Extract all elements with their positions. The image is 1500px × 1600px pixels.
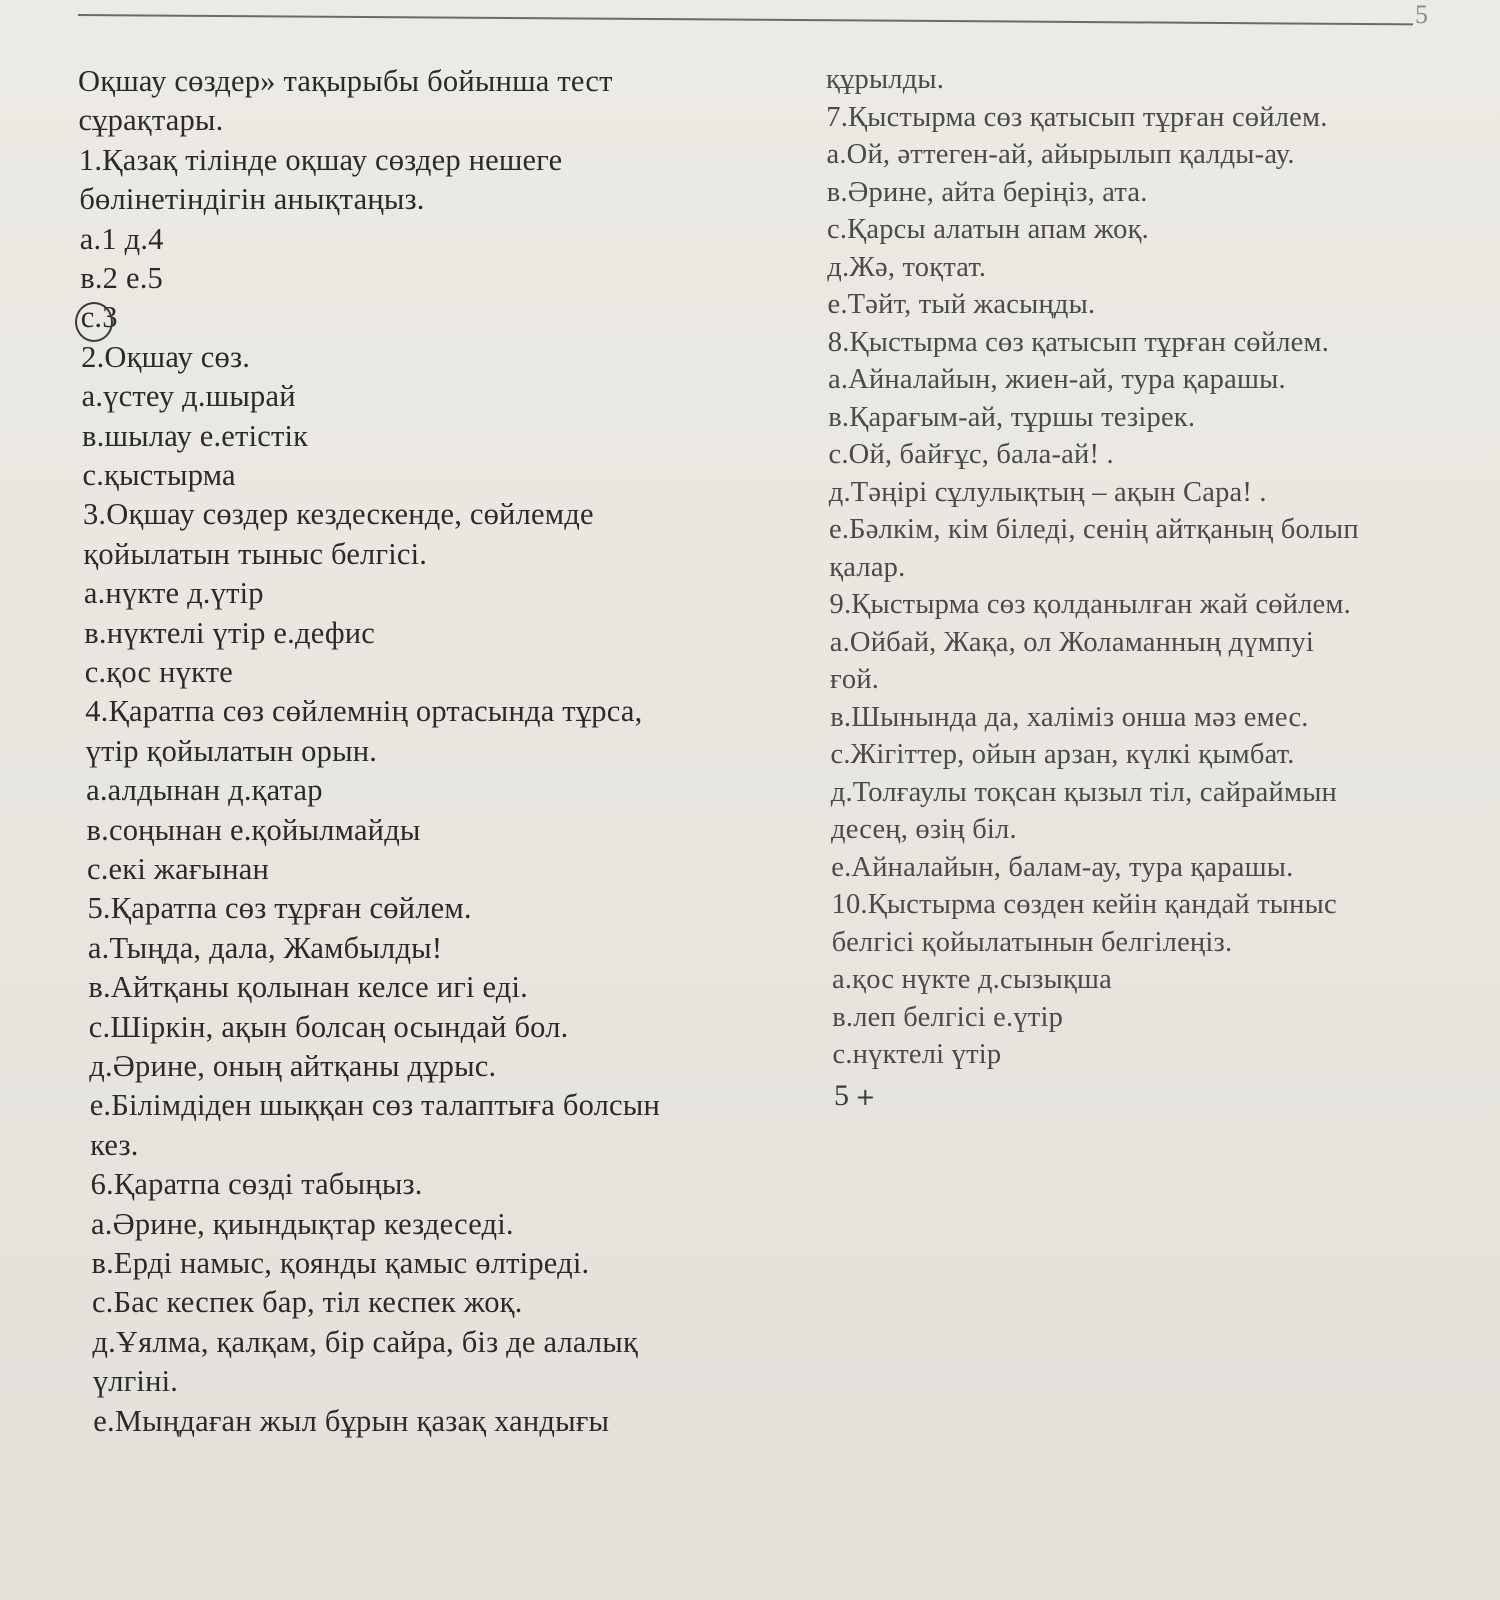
- left-text-line: с.Шіркін, ақын болсаң осындай бол.: [88, 1009, 569, 1044]
- left-text-line: в.нүктелі үтір е.дефис: [84, 615, 376, 650]
- right-text-line: с.нүктелі үтір: [832, 1039, 1002, 1070]
- right-text-line: 7.Қыстырма сөз қатысып тұрған сөйлем.: [826, 101, 1328, 133]
- left-text-line: Оқшау сөздер» тақырыбы бойынша тест: [78, 64, 613, 98]
- left-text-line: с.Бас кеспек бар, тіл кеспек жоқ.: [91, 1285, 523, 1320]
- plus-mark-icon: +: [855, 1082, 876, 1111]
- right-text-line: а.қос нүкте д.сызықша: [832, 964, 1113, 995]
- right-text-line: в.Шынында да, халіміз онша мәз емес.: [830, 701, 1309, 733]
- right-text-line: а.Ойбай, Жақа, ол Жоламанның дүмпуі: [829, 626, 1315, 658]
- left-text-line: қойылатын тыныс белгісі.: [83, 536, 428, 571]
- right-text-line: белгісі қойылатынын белгілеңіз.: [831, 926, 1233, 958]
- left-text-line: д.Әрине, оның айтқаны дұрыс.: [89, 1049, 497, 1083]
- left-text-line: а.1 д.4: [79, 221, 164, 256]
- left-text-line: 3.Оқшау сөздер кездескенде, сөйлемде: [82, 497, 594, 532]
- left-text-line: үлгіні.: [92, 1364, 179, 1399]
- left-text-line: 5.Қаратпа сөз тұрған сөйлем.: [87, 891, 472, 926]
- left-text-line: в.Ерді намыс, қоянды қамыс өлтіреді.: [91, 1246, 590, 1280]
- right-text-line: а.Ой, әттеген-ай, айырылып қалды-ау.: [826, 139, 1295, 170]
- left-text-line: а.алдынан д.қатар: [86, 773, 323, 808]
- left-text-line: е.Мыңдаған жыл бұрын қазақ хандығы: [93, 1403, 610, 1438]
- left-text-line: 2.Оқшау сөз.: [81, 339, 251, 374]
- left-text-line: 1.Қазақ тілінде оқшау сөздер нешеге: [78, 142, 563, 177]
- right-text-line: е.Бәлкім, кім біледі, сенің айтқаның болып: [829, 514, 1359, 545]
- right-text-line: ғой.: [830, 664, 880, 695]
- left-text-line: [81, 300, 118, 335]
- left-text-line: а.Тыңда, дала, Жамбылды!: [87, 930, 443, 965]
- right-text-line: 9.Қыстырма сөз қолданылған жай сөйлем.: [829, 589, 1351, 620]
- right-text-line: д.Толғаулы тоқсан қызыл тіл, сайраймын: [830, 776, 1338, 808]
- right-text-line: в.Қарағым-ай, тұршы тезірек.: [828, 401, 1196, 433]
- right-text-line: с.Жігіттер, ойын арзан, күлкі қымбат.: [830, 739, 1295, 770]
- left-text-line: 4.Қаратпа сөз сөйлемнің ортасында тұрса,: [85, 694, 643, 729]
- left-text-line: д.Ұялма, қалқам, бір сайра, біз де алалық: [92, 1324, 639, 1359]
- right-text-line: а.Айналайын, жиен-ай, тура қарашы.: [828, 364, 1286, 395]
- left-text-line: а.нүкте д.үтір: [83, 576, 264, 611]
- left-text-line: в.шылау е.етістік: [82, 418, 309, 453]
- page-number: 5: [1415, 0, 1428, 29]
- left-text-line: кез.: [90, 1127, 139, 1162]
- right-text-line: қалар.: [829, 551, 906, 583]
- left-text-line: 6.Қаратпа сөзді табыңыз.: [90, 1167, 423, 1202]
- right-text-line: е.Тәйт, тый жасыңды.: [827, 289, 1096, 320]
- right-text-line: д.Тәңірі сұлулықтың – ақын Сара! .: [828, 476, 1267, 508]
- left-text-line: в.соңынан е.қойылмайды: [86, 812, 421, 847]
- left-text-line: а.Әрине, қиындықтар кездеседі.: [91, 1206, 514, 1241]
- right-text-line: десең, өзің біл.: [831, 814, 1017, 845]
- right-text-line: с.Қарсы алатын апам жоқ.: [827, 214, 1149, 245]
- left-text-line: с.қос нүкте: [84, 655, 233, 689]
- left-text-line: в.Айтқаны қолынан келсе игі еді.: [88, 970, 528, 1005]
- right-text-line: 10.Қыстырма сөзден кейін қандай тыныс: [831, 889, 1337, 920]
- right-text-line: в.Әрине, айта беріңіз, ата.: [826, 176, 1148, 208]
- left-text-line: в.2 е.5: [80, 261, 163, 295]
- left-text-line: бөлінетіндігін анықтаңыз.: [79, 182, 425, 217]
- right-text-line: с.Ой, байғұс, бала-ай! .: [828, 439, 1114, 470]
- left-text-line: е.Білімдіден шыққан сөз талаптыға болсын: [89, 1088, 661, 1123]
- right-text-line: д.Жә, тоқтат.: [827, 251, 987, 283]
- left-text-line: с.қыстырма: [82, 458, 236, 492]
- right-text-line: құрылды.: [826, 64, 945, 95]
- left-text-line: сұрақтары.: [78, 103, 224, 138]
- left-text-line: үтір қойылатын орын.: [85, 733, 378, 768]
- right-text-line: е.Айналайын, балам-ау, тура қарашы.: [831, 851, 1294, 883]
- circled-answer: с.3: [80, 300, 118, 335]
- handwritten-score: 5 +: [834, 1078, 876, 1112]
- right-text-line: в.леп белгісі е.үтір: [832, 1001, 1064, 1033]
- left-text-line: а.үстеу д.шырай: [81, 379, 296, 414]
- right-text-line: 8.Қыстырма сөз қатысып тұрған сөйлем.: [827, 326, 1330, 358]
- top-rule: [78, 14, 1413, 25]
- left-text-line: с.екі жағынан: [87, 852, 270, 886]
